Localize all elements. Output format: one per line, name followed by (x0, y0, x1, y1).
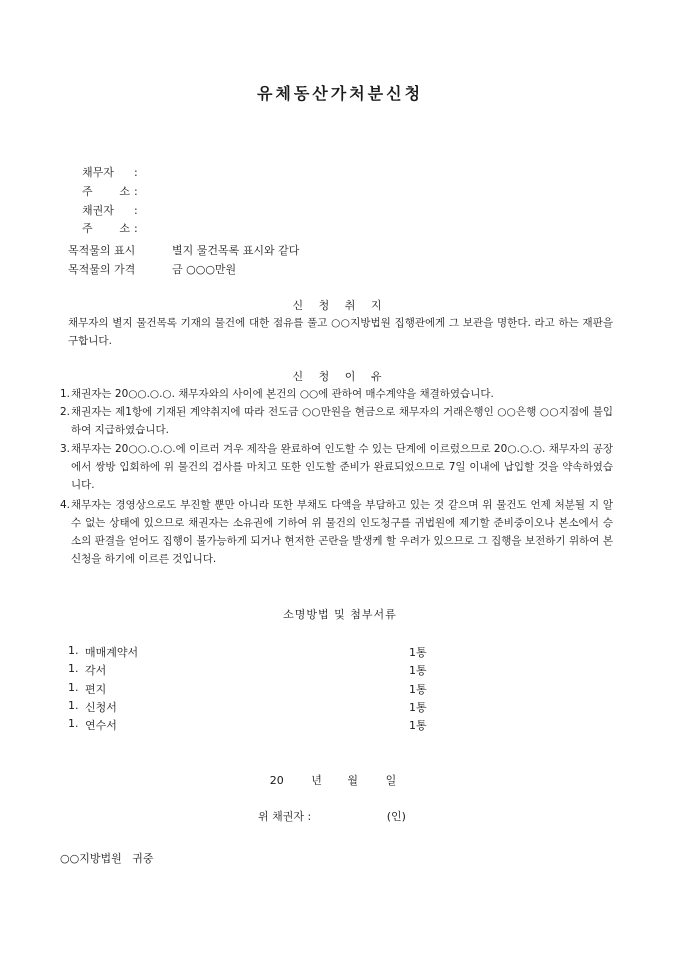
reason-item (60, 403, 613, 439)
reason-text: 채권자는 20○○.○.○. 채무자와의 사이에 본건의 ○○에 관하여 매수계약을 채결하였습니다. (71, 388, 494, 400)
date-year-prefix: 20 (269, 774, 284, 787)
date-month: 월 (347, 774, 359, 787)
reason-item (60, 440, 613, 494)
reason-number: 1. (60, 388, 71, 400)
reason-item (60, 496, 613, 568)
evidence-number: 1. (68, 662, 79, 675)
evidence-name: 각서 (85, 664, 107, 677)
reason-text: 채무자는 경영상으로도 부진할 뿐만 아니라 또한 부채도 다액을 부담하고 있는 것 같으며 위 물건도 언제 처분될 지 알수 없는 상태에 있으므로 채권자는 소유권에 기하여 위 물건의 인도청구를 귀법원에 제기할 준비중이오나 본소에서 승소의 판결을 얻어도 집행이 불가능하게 되거나 현저한 곤란을 발생케 할 우려가 있으므로 그 집행을 보전하기 위하여 본 신청을 하기에 이르른 것입니다. (71, 499, 613, 565)
party-debtor-address-label: 주 소 (82, 185, 130, 198)
evidence-quantity: 1통 (409, 701, 427, 714)
object-price-value: 금 ○○○만원 (172, 263, 237, 276)
party-creditor-address-label: 주 소 (82, 222, 130, 235)
evidence-quantity: 1통 (409, 719, 427, 732)
object-display-label: 목적물의 표시 (68, 244, 136, 257)
party-debtor: 채무자 : (82, 166, 138, 179)
reason-number: 2. (60, 406, 71, 418)
signature-line (258, 808, 406, 824)
purpose-text: 채무자의 별지 물건목록 기재의 물건에 대한 점유를 풀고 ○○지방법원 집행관에게 그 보관을 명한다. 라고 하는 재판을 구합니다. (68, 317, 613, 347)
reason-item (60, 385, 613, 403)
evidence-name: 연수서 (85, 719, 117, 732)
document-date (0, 772, 680, 788)
evidence-number: 1. (68, 644, 79, 657)
evidence-name: 편지 (85, 683, 107, 696)
evidence-name: 신청서 (85, 701, 117, 714)
evidence-number: 1. (68, 717, 79, 730)
party-creditor-label: 채권자 (82, 204, 114, 217)
reason-number: 4. (60, 499, 71, 511)
object-display-value: 별지 물건목록 표시와 같다 (172, 244, 300, 257)
party-debtor-address: 주 소 : (82, 185, 138, 198)
reason-text: 채권자는 제1항에 기재된 계약취지에 따라 전도금 ○○만원을 현금으로 채무자의 거래은행인 ○○은행 ○○지점에 불입하여 지급하였습니다. (71, 406, 613, 436)
document-title: 유체동산가처분신청 (256, 84, 424, 103)
reasons-heading: 신 청 이 유 (292, 370, 388, 383)
evidence-number: 1. (68, 681, 79, 694)
seal-mark: (인) (386, 810, 406, 823)
object-price-label: 목적물의 가격 (68, 263, 136, 276)
signature-label: 위 채권자 : (258, 810, 312, 823)
evidence-name: 매매계약서 (85, 646, 139, 659)
reason-text: 채무자는 20○○.○.○.에 이르러 겨우 제작을 완료하여 인도할 수 있는 단계에 이르렀으므로 20○.○.○. 채무자의 공장에서 쌍방 입회하에 위 물건의 검사를 마치고 또한 인도할 준비가 완료되었으므로 7일 이내에 납입할 것을 약속하였습니다. (71, 443, 613, 491)
evidence-number: 1. (68, 699, 79, 712)
court-addressee: ○○지방법원 귀중 (60, 852, 154, 865)
party-creditor: 채권자 : (82, 204, 138, 217)
evidence-quantity: 1통 (409, 646, 427, 659)
party-debtor-label: 채무자 (82, 166, 114, 179)
reason-number: 3. (60, 443, 71, 455)
evidence-quantity: 1통 (409, 683, 427, 696)
date-year: 년 (311, 774, 322, 787)
party-creditor-address: 주 소 : (82, 222, 138, 235)
evidence-quantity: 1통 (409, 664, 427, 677)
evidence-heading: 소명방법 및 첨부서류 (283, 608, 397, 621)
purpose-heading: 신 청 취 지 (292, 299, 388, 312)
date-day: 일 (385, 774, 397, 787)
